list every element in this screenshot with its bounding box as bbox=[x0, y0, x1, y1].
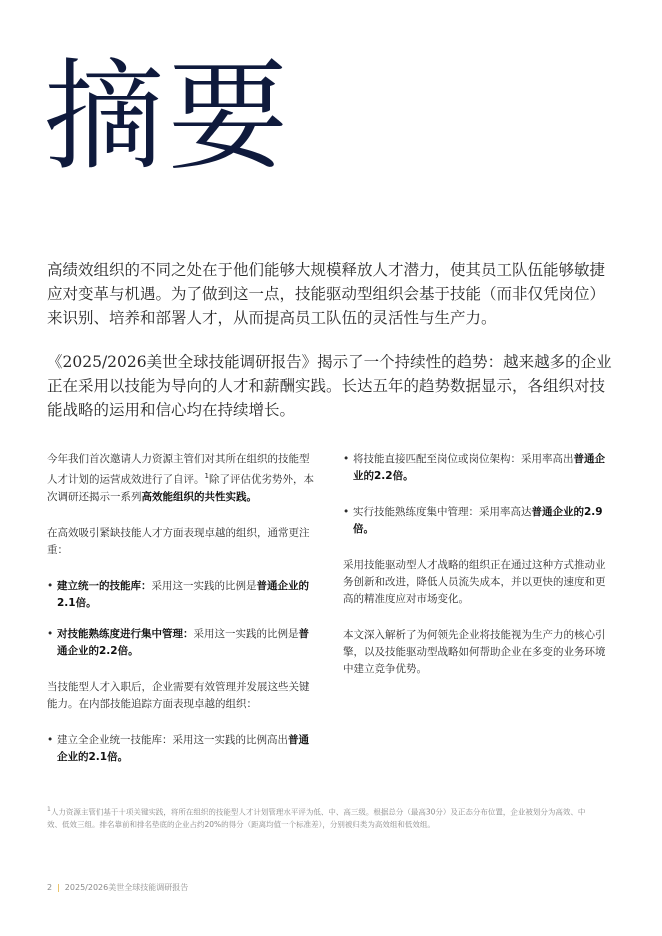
lead-paragraph-1: 高绩效组织的不同之处在于他们能够大规模释放人才潜力，使其员工队伍能够敏捷应对变革与机遇。为了做到这一点，技能驱动型组织会基于技能（而非仅凭岗位）来识别、培养和部署人才，从而提高员工队伍的灵活性与生产力。 bbox=[47, 261, 606, 327]
page-title: 摘要 bbox=[44, 48, 292, 187]
footnote-ref[interactable]: 1 bbox=[204, 472, 209, 480]
footnote: $^1$人力资源主管们基于十项关键实践，将所在组织的技能型人才计划管理水平评为低、中、高三级。根据总分（最高30分）及正态分布位置，企业被划分为高效、中效、低效三组。排名靠前和排名垫底的企业占约20%的得分（距离均值一个标准差），分别被归类为高效组和低效组。 bbox=[47, 806, 586, 829]
attract-paragraph: 在高效吸引紧缺技能人才方面表现卓越的组织，通常更注重： bbox=[47, 526, 310, 556]
report-name: 2025/2026美世全球技能调研报告 bbox=[64, 883, 189, 892]
list-item: • 建立全企业统一技能库：采用这一实践的比例高出普通企业的2.1倍。 bbox=[47, 732, 315, 766]
list-item: • 对技能熟练度进行集中管理：采用这一实践的比例是普通企业的2.2倍。 bbox=[47, 626, 315, 660]
page-number: 2 bbox=[47, 883, 53, 892]
tracking-list-continued bbox=[343, 451, 615, 538]
list-item: • 将技能直接匹配至岗位或岗位架构：采用率高出普通企业的2.2倍。 bbox=[343, 451, 615, 485]
intro-paragraph: 今年我们首次邀请人力资源主管们对其所在组织的技能型人才计划的运营成效进行了自评。$^1$除了评估优劣势外，本次调研还揭示一系列高效能组织的共性实践。 bbox=[47, 453, 314, 503]
list-item: • 建立统一的技能库：采用这一实践的比例是普通企业的2.1倍。 bbox=[47, 578, 315, 612]
benefits-paragraph: 采用技能驱动型人才战略的组织正在通过这种方式推动业务创新和改进，降低人员流失成本，并以更快的速度和更高的精准度应对市场变化。 bbox=[343, 559, 606, 605]
left-column bbox=[47, 451, 315, 785]
tracking-list bbox=[47, 732, 315, 766]
page-footer bbox=[47, 882, 188, 894]
right-column bbox=[343, 451, 615, 697]
footer-separator: | bbox=[57, 883, 60, 892]
lead-paragraph-2: 《2025/2026美世全球技能调研报告》揭示了一个持续性的趋势：越来越多的企业正在采用以技能为导向的人才和薪酬实践。长达五年的趋势数据显示，各组织对技能战略的运用和信心均在持续增长。 bbox=[47, 353, 612, 419]
summary-paragraph: 本文深入解析了为何领先企业将技能视为生产力的核心引擎，以及技能驱动型战略如何帮助企业在多变的业务环境中建立竞争优势。 bbox=[343, 629, 606, 675]
tracking-paragraph: 当技能型人才入职后，企业需要有效管理并发展这些关键能力。在内部技能追踪方面表现卓越的组织： bbox=[47, 680, 310, 710]
list-item: • 实行技能熟练度集中管理：采用率高达普通企业的2.9倍。 bbox=[343, 504, 615, 538]
attract-list bbox=[47, 578, 315, 660]
